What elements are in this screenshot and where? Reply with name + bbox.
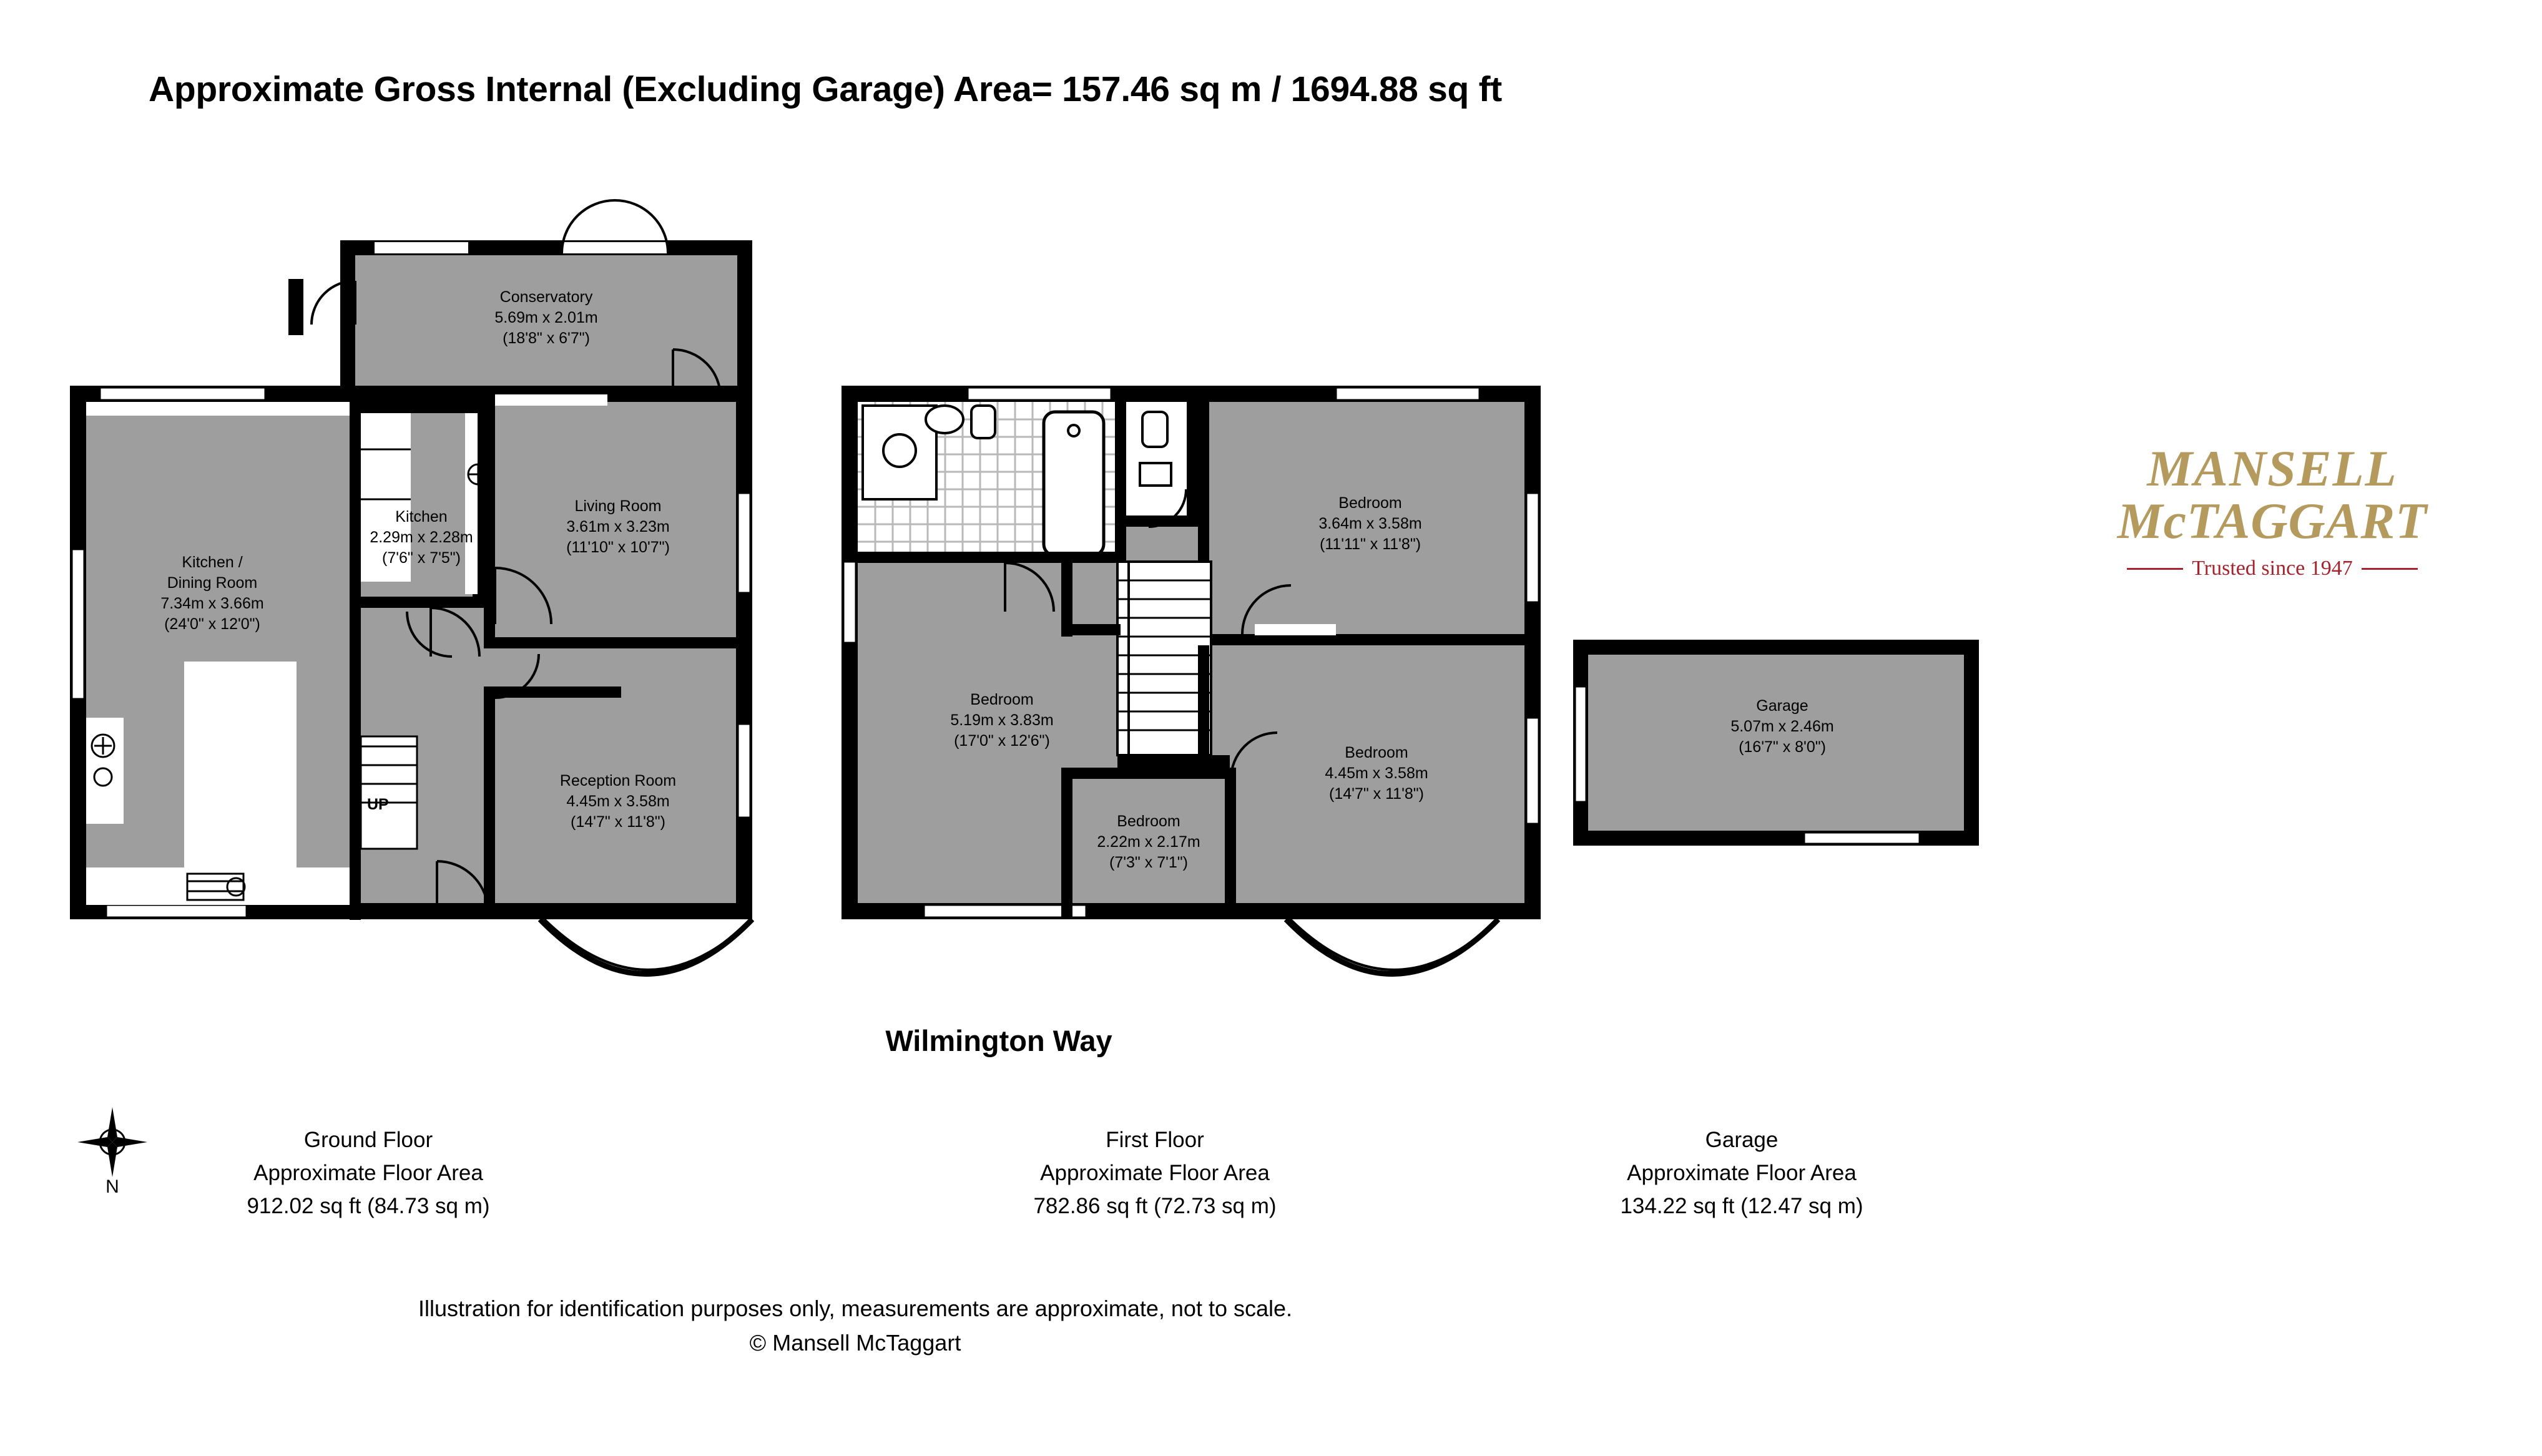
page-title: Approximate Gross Internal (Excluding Garage) Area= 157.46 sq m / 1694.88 sq ft [149, 69, 1502, 109]
summary-area: 912.02 sq ft (84.73 sq m) [247, 1194, 490, 1219]
room-imperial: (7'3" x 7'1") [1109, 854, 1188, 871]
room-metric: 7.34m x 3.66m [160, 595, 264, 612]
disclaimer [0, 1292, 1710, 1360]
room-imperial: (11'10" x 10'7") [566, 539, 670, 556]
summary-subtitle: Approximate Floor Area [1627, 1161, 1857, 1186]
room-name-line-1: Kitchen / [182, 554, 243, 571]
brand-tagline-row [2066, 557, 2478, 580]
room-name: Bedroom [970, 691, 1034, 708]
room-metric: 3.64m x 3.58m [1318, 515, 1422, 532]
room-metric: 4.45m x 3.58m [1325, 765, 1428, 782]
room-imperial: (24'0" x 12'0") [164, 615, 260, 633]
room-imperial: (7'6" x 7'5") [382, 549, 461, 567]
room-name: Kitchen [395, 508, 448, 525]
room-metric: 2.29m x 2.28m [370, 529, 473, 546]
room-metric: 5.19m x 3.83m [950, 711, 1054, 729]
brand-rule-left [2127, 568, 2183, 570]
summary-first-floor [980, 1123, 1330, 1223]
summary-title: First Floor [1106, 1128, 1204, 1152]
summary-area: 134.22 sq ft (12.47 sq m) [1620, 1194, 1863, 1219]
summary-area: 782.86 sq ft (72.73 sq m) [1033, 1194, 1277, 1219]
compass-north-label: N [106, 1176, 119, 1197]
room-metric: 2.22m x 2.17m [1097, 833, 1200, 851]
summary-ground-floor [206, 1123, 531, 1223]
room-name: Bedroom [1338, 494, 1402, 512]
room-imperial: (18'8" x 6'7") [503, 330, 590, 347]
compass-icon [75, 1105, 150, 1180]
room-name: Garage [1756, 697, 1808, 715]
room-imperial: (11'11" x 11'8") [1319, 535, 1421, 553]
room-imperial: (14'7" x 11'8") [571, 813, 665, 831]
stairs-up-label: UP [367, 796, 389, 813]
room-name: Conservatory [499, 288, 593, 306]
room-metric: 5.07m x 2.46m [1730, 718, 1834, 735]
room-imperial: (17'0" x 12'6") [954, 732, 1050, 750]
brand-tagline: Trusted since 1947 [2192, 557, 2353, 580]
room-name: Bedroom [1345, 744, 1408, 761]
brand-rule-right [2362, 568, 2418, 570]
room-name-line-2: Dining Room [167, 574, 258, 592]
summary-subtitle: Approximate Floor Area [253, 1161, 483, 1186]
street-name: Wilmington Way [885, 1024, 1112, 1057]
disclaimer-line-1: Illustration for identification purposes only, measurements are approximate, not to scale. [418, 1296, 1293, 1321]
summary-title: Garage [1705, 1128, 1779, 1152]
copyright: © Mansell McTaggart [749, 1329, 961, 1356]
summary-garage [1567, 1123, 1916, 1223]
compass-rose [75, 1105, 150, 1204]
garage-plan [1573, 640, 1979, 846]
room-name: Living Room [574, 497, 662, 515]
first-floor-plan [842, 386, 1541, 974]
room-imperial: (14'7" x 11'8") [1329, 785, 1424, 803]
brand-name-line-1: MANSELL [2147, 440, 2398, 497]
room-name: Reception Room [559, 772, 677, 789]
brand-logo [2066, 440, 2478, 580]
summary-subtitle: Approximate Floor Area [1040, 1161, 1270, 1186]
room-metric: 3.61m x 3.23m [566, 518, 670, 535]
ground-floor-plan [70, 200, 752, 974]
room-metric: 5.69m x 2.01m [494, 309, 598, 326]
room-name: Bedroom [1117, 813, 1180, 830]
summary-title: Ground Floor [303, 1128, 433, 1152]
brand-name-line-2: McTAGGART [2117, 492, 2428, 549]
room-metric: 4.45m x 3.58m [566, 793, 670, 810]
room-imperial: (16'7" x 8'0") [1739, 738, 1826, 756]
